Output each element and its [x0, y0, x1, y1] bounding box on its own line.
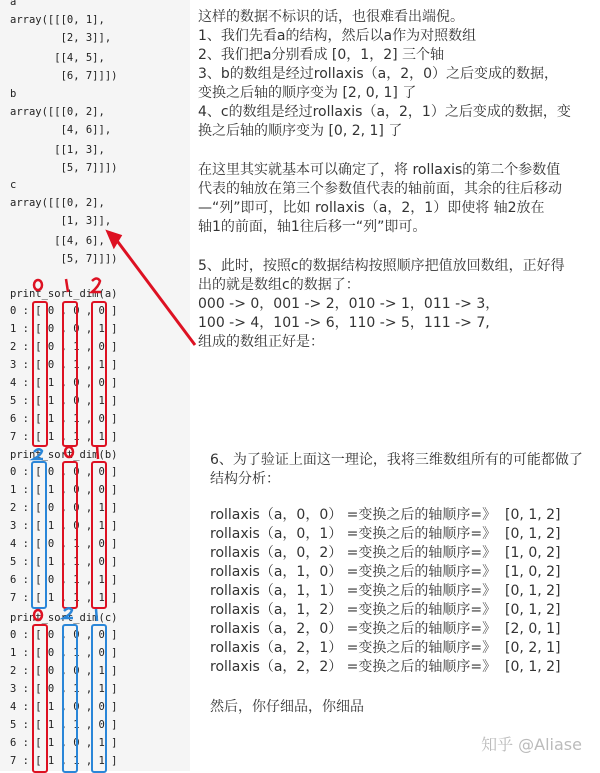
text-line: 出的就是数组c的数据了： [198, 277, 360, 293]
text-line: 换之后轴的顺序变为 [0, 2, 1] 了 [198, 123, 403, 139]
array-b-line: [4, 6]], [10, 124, 112, 136]
text-line: —“列”即可，比如 rollaxis（a，2，1）即使将 轴2放在 [198, 200, 545, 216]
array-a-line: [2, 3]], [10, 32, 112, 44]
text-line: 6、为了验证上面这一理论，我将三维数组所有的可能都做了 [210, 452, 583, 468]
text-line: 轴1的前面，轴1往后移一“列”即可。 [198, 219, 427, 235]
sort-dim-row: 7 : [ 1 , 1 , 1 ] [10, 431, 118, 443]
sort-dim-call: print_sort_dim(a) [10, 288, 118, 300]
rollaxis-row: rollaxis（a，2，0） =变换之后的轴顺序=》 [2, 0, 1] [210, 621, 561, 637]
variable-b-label: b [10, 88, 17, 100]
array-b-line: [5, 7]]]) [10, 162, 118, 174]
array-c-line: [[4, 6], [10, 235, 105, 247]
array-b-line: array([[[0, 2], [10, 106, 105, 118]
sort-dim-call: print_sort_dim(c) [10, 612, 118, 624]
text-line: 4、c的数组是经过rollaxis（a，2，1）之后变成的数据，变 [198, 104, 571, 120]
sort-dim-row: 2 : [ 0 , 0 , 1 ] [10, 665, 118, 677]
sort-dim-row: 4 : [ 0 , 1 , 0 ] [10, 538, 118, 550]
handwritten-one [97, 446, 98, 459]
rollaxis-row: rollaxis（a，0，1） =变换之后的轴顺序=》 [0, 1, 2] [210, 526, 561, 542]
sort-dim-row: 1 : [ 0 , 1 , 0 ] [10, 647, 118, 659]
sort-dim-row: 4 : [ 1 , 0 , 0 ] [10, 701, 118, 713]
zhihu-watermark: 知乎 @Aliase [481, 735, 582, 754]
handwritten-two-blue [34, 449, 43, 459]
sort-dim-row: 0 : [ 0 , 0 , 0 ] [10, 305, 118, 317]
variable-c-label: c [10, 179, 17, 191]
rollaxis-row: rollaxis（a，1，1） =变换之后的轴顺序=》 [0, 1, 2] [210, 583, 561, 599]
rollaxis-row: rollaxis（a，0，2） =变换之后的轴顺序=》 [1, 0, 2] [210, 545, 561, 561]
text-line: 2、我们把a分别看成 [0，1，2] 三个轴 [198, 47, 445, 63]
sort-dim-row: 6 : [ 1 , 0 , 1 ] [10, 737, 118, 749]
rollaxis-row: rollaxis（a，0，0） =变换之后的轴顺序=》 [0, 1, 2] [210, 507, 561, 523]
sort-dim-row: 6 : [ 1 , 1 , 0 ] [10, 413, 118, 425]
rollaxis-row: rollaxis（a，2，1） =变换之后的轴顺序=》 [0, 2, 1] [210, 640, 561, 656]
text-line: 5、此时，按照c的数据结构按照顺序把值放回数组，正好得 [198, 258, 565, 274]
text-line: 000 -> 0，001 -> 2，010 -> 1，011 -> 3， [198, 296, 500, 312]
sort-dim-row: 3 : [ 0 , 1 , 1 ] [10, 359, 118, 371]
text-line: 在这里其实就基本可以确定了，将 rollaxis的第二个参数值 [198, 162, 561, 178]
handwritten-one-blue [96, 609, 97, 621]
variable-a-label: a [10, 0, 17, 8]
text-line: 结构分析： [210, 471, 280, 487]
sort-dim-row: 5 : [ 1 , 0 , 1 ] [10, 395, 118, 407]
handwritten-two-blue [64, 608, 73, 618]
sort-dim-call: print_sort_dim(b) [10, 449, 118, 461]
text-line: 这样的数据不标识的话，也很难看出端倪。 [198, 9, 464, 25]
array-a-line: array([[[0, 1], [10, 14, 105, 26]
text-line: 代表的轴放在第三个参数值代表的轴前面，其余的往后移动 [198, 181, 562, 197]
array-a-line: [[4, 5], [10, 52, 105, 64]
array-c-line: [1, 3]], [10, 215, 112, 227]
sort-dim-row: 1 : [ 0 , 0 , 1 ] [10, 323, 118, 335]
handwritten-zero [34, 610, 42, 620]
rollaxis-row: rollaxis（a，1，0） =变换之后的轴顺序=》 [1, 0, 2] [210, 564, 561, 580]
handwritten-zero [65, 447, 73, 457]
text-line: 3、b的数组是经过rollaxis（a，2，0）之后变成的数据， [198, 66, 559, 82]
text-line: 变换之后轴的顺序变为 [2, 0, 1] 了 [198, 85, 417, 101]
text-line: 1、我们先看a的结构，然后以a作为对照数组 [198, 28, 477, 44]
sort-dim-row: 2 : [ 0 , 1 , 0 ] [10, 341, 118, 353]
sort-dim-row: 2 : [ 0 , 0 , 1 ] [10, 502, 118, 514]
sort-dim-row: 0 : [ 0 , 0 , 0 ] [10, 629, 118, 641]
sort-dim-row: 6 : [ 0 , 1 , 1 ] [10, 574, 118, 586]
array-c-line: [5, 7]]]) [10, 253, 118, 265]
rollaxis-row: rollaxis（a，1，2） =变换之后的轴顺序=》 [0, 1, 2] [210, 602, 561, 618]
sort-dim-row: 1 : [ 1 , 0 , 0 ] [10, 484, 118, 496]
red-arrow [115, 238, 195, 345]
sort-dim-row: 3 : [ 1 , 0 , 1 ] [10, 520, 118, 532]
sort-dim-row: 5 : [ 1 , 1 , 0 ] [10, 719, 118, 731]
sort-dim-row: 0 : [ 0 , 0 , 0 ] [10, 466, 118, 478]
text-line: 100 -> 4，101 -> 6，110 -> 5，111 -> 7, [198, 315, 490, 331]
handwritten-two [92, 279, 101, 293]
handwritten-one [66, 279, 68, 292]
sort-dim-row: 3 : [ 0 , 1 , 1 ] [10, 683, 118, 695]
handwritten-zero [34, 280, 42, 290]
array-b-line: [[1, 3], [10, 144, 105, 156]
array-c-line: array([[[0, 2], [10, 197, 105, 209]
sort-dim-row: 4 : [ 1 , 0 , 0 ] [10, 377, 118, 389]
array-a-line: [6, 7]]]) [10, 70, 118, 82]
text-line: 组成的数组正好是： [198, 334, 324, 350]
sort-dim-row: 5 : [ 1 , 1 , 0 ] [10, 556, 118, 568]
sort-dim-row: 7 : [ 1 , 1 , 1 ] [10, 592, 118, 604]
closing-remark: 然后，你仔细品，你细品 [210, 699, 364, 715]
rollaxis-row: rollaxis（a，2，2） =变换之后的轴顺序=》 [0, 1, 2] [210, 659, 561, 675]
sort-dim-row: 7 : [ 1 , 1 , 1 ] [10, 755, 118, 767]
